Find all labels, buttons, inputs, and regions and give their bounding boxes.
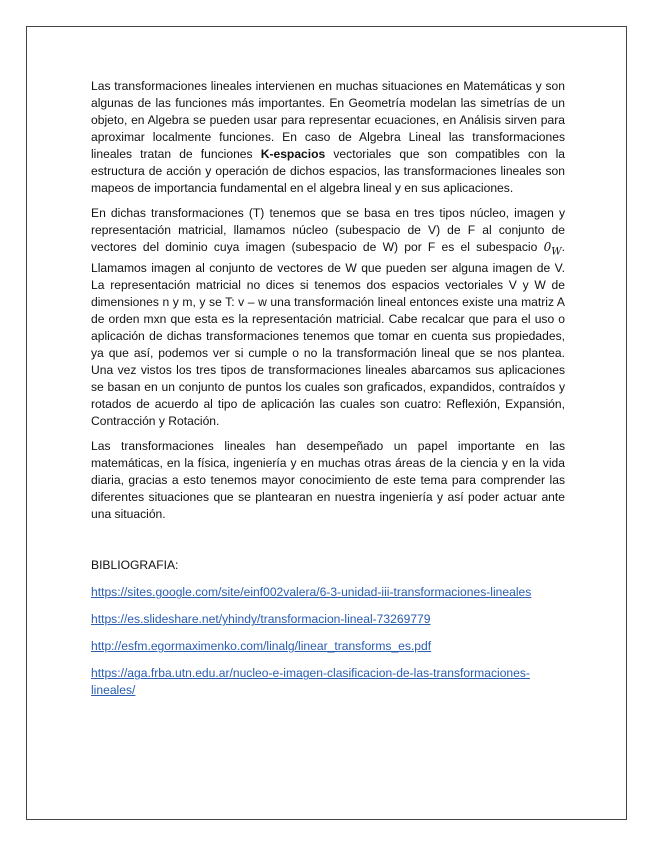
bibliography-link-4[interactable]: https://aga.frba.utn.edu.ar/nucleo-e-imagen-clasificacion-de-las-transformaciones-lineales/: [91, 666, 530, 698]
math-zero: 0: [543, 240, 552, 254]
bold-term-k-espacios: K-espacios: [260, 147, 326, 161]
paragraph-intro-text-1: Las transformaciones lineales intervienen en muchas situaciones en Matemáticas y son algunas de las funciones más importantes. En Geometría modelan las simetrías de un objeto, en Algebra se pueden usar para representar ecuaciones, en Análisis sirven para aproximar localmente funciones. En caso de Algebra Lineal las transformaciones lineales tratan de funciones: [91, 79, 565, 161]
paragraph-types-text-1: En dichas transformaciones (T) tenemos que se basa en tres tipos núcleo, imagen y representación matricial, llamamos núcleo (subespacio de V) de F al conjunto de vectores del dominio cuya imagen (subespacio de W) por F es el subespacio: [91, 206, 565, 254]
bibliography-link-3[interactable]: http://esfm.egormaximenko.com/linalg/linear_transforms_es.pdf: [91, 639, 432, 654]
paragraph-conclusion: Las transformaciones lineales han desempeñado un papel importante en las matemáticas, en la física, ingeniería y en muchas otras áreas de la ciencia y en la vida diaria, gracias a esto tenemos mayor conocimiento de este tema para comprender las diferentes situaciones que se plantearan en nuestra ingeniería y así poder actuar ante una situación.: [91, 439, 565, 522]
paragraph-intro: [91, 78, 565, 197]
bibliography-link-1[interactable]: https://sites.google.com/site/einf002valera/6-3-unidad-iii-transformaciones-lineales: [91, 585, 532, 600]
paragraph-types-text-2: . Llamamos imagen al conjunto de vectores de W que pueden ser alguna imagen de V. La representación matricial no dices si tenemos dos espacios vectoriales V y W de dimensiones n y m, y se T: v – w una transformación lineal entonces existe una matriz A de orden mxn que esta es la representación matricial. Cabe recalcar que para el uso o aplicación de dichas transformaciones tenemos que tomar en cuenta sus propiedades, ya que así, podemos ver si cumple o no la transformación lineal que se nos plantea. Una vez vistos los tres tipos de transformaciones lineales abarcamos sus aplicaciones se basan en un conjunto de puntos los cuales son graficados, expandidos, contraídos y rotados de acuerdo al tipo de aplicación las cuales son cuatro: Reflexión, Expansión, Contracción y Rotación.: [91, 240, 565, 429]
paragraph-intro-text-2: vectoriales que son compatibles con la estructura de acción y operación de dichos espacios, las transformaciones lineales son mapeos de importancia fundamental en el algebra lineal y en sus aplicaciones.: [91, 147, 565, 195]
bibliography-link-2[interactable]: https://es.slideshare.net/yhindy/transformacion-lineal-73269779: [91, 612, 431, 627]
paragraph-types: [91, 205, 565, 430]
math-zero-w: [543, 240, 562, 258]
bibliography-title: BIBLIOGRAFIA:: [91, 558, 179, 573]
math-subscript-w: W: [551, 246, 562, 258]
document-body: [91, 78, 565, 709]
